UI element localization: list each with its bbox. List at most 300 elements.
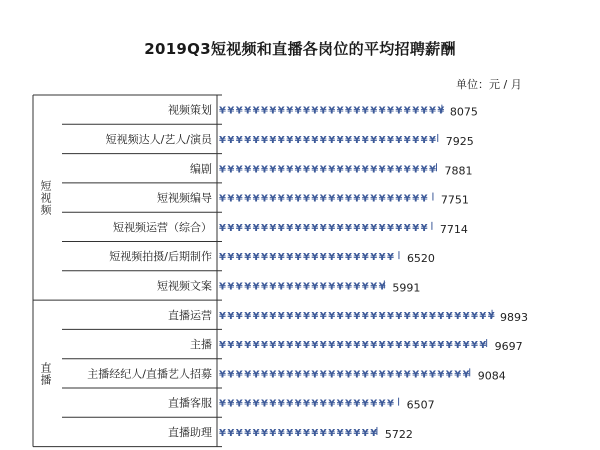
bar-glyph: ¥ bbox=[311, 427, 319, 439]
bar-glyph: ¥ bbox=[311, 193, 319, 205]
bar-glyph: ¥ bbox=[294, 222, 302, 234]
bar-glyph: ¥ bbox=[244, 164, 252, 176]
bar bbox=[219, 427, 377, 439]
bar-glyph: ¥ bbox=[252, 427, 260, 439]
bar-glyph: ¥ bbox=[277, 340, 285, 352]
bar-glyph: ¥ bbox=[219, 134, 226, 146]
bar-glyph: ¥ bbox=[319, 427, 327, 439]
bar-glyph: ¥ bbox=[487, 310, 495, 322]
bar-glyph: ¥ bbox=[261, 222, 268, 234]
bar-glyph: ¥ bbox=[437, 369, 445, 381]
bar-glyph: ¥ bbox=[319, 193, 327, 205]
bar-glyph: ¥ bbox=[387, 310, 394, 322]
bar bbox=[219, 310, 495, 322]
bar-glyph: ¥ bbox=[227, 369, 235, 381]
value-label: 7751 bbox=[440, 193, 469, 207]
bar-glyph: ¥ bbox=[294, 193, 302, 205]
bar-glyph: ¥ bbox=[387, 222, 394, 234]
bar-glyph: ¥ bbox=[361, 281, 369, 293]
bar-glyph: ¥ bbox=[412, 222, 420, 234]
bar-glyph: ¥ bbox=[261, 164, 268, 176]
bar-glyph: ¥ bbox=[345, 134, 352, 146]
bar-glyph: ¥ bbox=[227, 193, 235, 205]
bar-glyph: ¥ bbox=[395, 134, 403, 146]
bar-glyph: ¥ bbox=[429, 310, 436, 322]
bar-glyph: ¥ bbox=[412, 134, 420, 146]
bar-glyph: ¥ bbox=[378, 134, 386, 146]
bar-glyph: ¥ bbox=[219, 222, 226, 234]
bar-glyph: ¥ bbox=[269, 252, 277, 264]
value-label: 7881 bbox=[444, 164, 473, 178]
bar-glyph: ¥ bbox=[345, 193, 352, 205]
bar-glyph: ¥ bbox=[353, 193, 361, 205]
category-label: 短视频文案 bbox=[157, 279, 212, 293]
bar-glyph: ¥ bbox=[395, 105, 403, 117]
bar-glyph: ¥ bbox=[235, 193, 243, 205]
bar-glyph: ¥ bbox=[252, 222, 260, 234]
bar-glyph: ¥ bbox=[244, 369, 252, 381]
bar-glyph: ¥ bbox=[479, 310, 487, 322]
chart-frame bbox=[33, 95, 222, 447]
bar-glyph: ¥ bbox=[277, 398, 285, 410]
bar-glyph: ¥ bbox=[294, 252, 302, 264]
bar-glyph: ¥ bbox=[269, 134, 277, 146]
bar-glyph: ¥ bbox=[252, 105, 260, 117]
bar-glyph: ¥ bbox=[370, 164, 378, 176]
bar-glyph: ¥ bbox=[445, 310, 453, 322]
bar-glyph: ¥ bbox=[336, 427, 344, 439]
bar-glyph: ¥ bbox=[311, 105, 319, 117]
value-label: 9893 bbox=[500, 310, 529, 324]
bar-glyph: ¥ bbox=[345, 281, 352, 293]
bar-glyph: ¥ bbox=[328, 105, 336, 117]
bar-glyph: ¥ bbox=[277, 222, 285, 234]
bar-glyph: ¥ bbox=[353, 105, 361, 117]
bar-glyph: ¥ bbox=[412, 105, 420, 117]
bar-glyph: ¥ bbox=[328, 134, 336, 146]
value-label: 9084 bbox=[477, 369, 506, 383]
bar-glyph: ¥ bbox=[311, 369, 319, 381]
bar-glyph: ¥ bbox=[261, 252, 268, 264]
bar-glyph: ¥ bbox=[219, 281, 226, 293]
bar bbox=[219, 280, 386, 292]
category-label: 直播客服 bbox=[168, 396, 212, 410]
bar-glyph: ¥ bbox=[445, 369, 453, 381]
bar-glyph: ¥ bbox=[311, 134, 319, 146]
bar-glyph: ¥ bbox=[286, 105, 294, 117]
bar-glyph: ¥ bbox=[336, 252, 344, 264]
bar-glyph: ¥ bbox=[412, 369, 420, 381]
bar-glyph: ¥ bbox=[219, 310, 226, 322]
bar-glyph: ¥ bbox=[353, 398, 361, 410]
bar-glyph: ¥ bbox=[336, 193, 344, 205]
bar-glyph: ¥ bbox=[429, 369, 436, 381]
bar-glyph: ¥ bbox=[412, 340, 420, 352]
bar-glyph: ¥ bbox=[345, 105, 352, 117]
bar-glyph: ¥ bbox=[370, 105, 378, 117]
bar-glyph: ¥ bbox=[277, 369, 285, 381]
bar-glyph: ¥ bbox=[269, 105, 277, 117]
bar-glyph: ¥ bbox=[370, 252, 378, 264]
bar-glyph: ¥ bbox=[387, 398, 394, 410]
bar-glyph: ¥ bbox=[244, 252, 252, 264]
bar-glyph: ¥ bbox=[261, 310, 268, 322]
bar-glyph: ¥ bbox=[303, 369, 310, 381]
bar-glyph: ¥ bbox=[345, 222, 352, 234]
bar-glyph: ¥ bbox=[471, 310, 478, 322]
bar-glyph: ¥ bbox=[286, 340, 294, 352]
bar-glyph: ¥ bbox=[252, 369, 260, 381]
bar-glyph: ¥ bbox=[387, 164, 394, 176]
bar-glyph: ¥ bbox=[261, 427, 268, 439]
bar-glyph: ¥ bbox=[252, 310, 260, 322]
bar-glyph: ¥ bbox=[286, 369, 294, 381]
bar-glyph: ¥ bbox=[286, 398, 294, 410]
bar-glyph: ¥ bbox=[244, 193, 252, 205]
bar-glyph: ¥ bbox=[319, 281, 327, 293]
bar-glyph: ¥ bbox=[387, 252, 394, 264]
bar-glyph: ¥ bbox=[244, 398, 252, 410]
bar-glyph: ¥ bbox=[261, 369, 268, 381]
bar-glyph: ¥ bbox=[277, 105, 285, 117]
bar-glyph: ¥ bbox=[420, 340, 428, 352]
bar bbox=[219, 222, 432, 234]
bar-glyph: ¥ bbox=[420, 369, 428, 381]
bar-glyph: ¥ bbox=[269, 281, 277, 293]
bar-glyph: ¥ bbox=[303, 222, 310, 234]
bar-glyph: ¥ bbox=[303, 164, 310, 176]
bar-glyph: ¥ bbox=[412, 310, 420, 322]
bar-glyph: ¥ bbox=[294, 134, 302, 146]
bar-glyph: ¥ bbox=[227, 164, 235, 176]
bar bbox=[219, 105, 444, 117]
bar-glyph: ¥ bbox=[294, 310, 302, 322]
bar-glyph: ¥ bbox=[420, 310, 428, 322]
bar-glyph: ¥ bbox=[244, 105, 252, 117]
bar-glyph: ¥ bbox=[235, 134, 243, 146]
bar-glyph: ¥ bbox=[219, 193, 226, 205]
bar-glyph: ¥ bbox=[437, 105, 445, 117]
bar-glyph: ¥ bbox=[303, 105, 310, 117]
bar-glyph: ¥ bbox=[269, 427, 277, 439]
bar-glyph: ¥ bbox=[345, 164, 352, 176]
bar-glyph: ¥ bbox=[429, 134, 436, 146]
bar-glyph: ¥ bbox=[370, 310, 378, 322]
bar-glyph: ¥ bbox=[361, 427, 369, 439]
value-label: 8075 bbox=[449, 105, 478, 119]
bar-glyph: ¥ bbox=[378, 340, 386, 352]
bar-glyph: ¥ bbox=[303, 281, 310, 293]
bar-glyph: ¥ bbox=[261, 340, 268, 352]
bar-glyph: ¥ bbox=[336, 105, 344, 117]
bar-glyph: ¥ bbox=[336, 134, 344, 146]
bar-glyph: ¥ bbox=[353, 134, 361, 146]
bar-glyph: ¥ bbox=[319, 310, 327, 322]
bar-glyph: ¥ bbox=[244, 281, 252, 293]
bar-glyph: ¥ bbox=[286, 281, 294, 293]
bar-glyph: ¥ bbox=[252, 193, 260, 205]
bar-glyph: ¥ bbox=[269, 193, 277, 205]
bar-glyph: ¥ bbox=[294, 281, 302, 293]
bar-glyph: ¥ bbox=[378, 281, 386, 293]
bar-glyph: ¥ bbox=[454, 369, 462, 381]
category-label: 直播助理 bbox=[168, 425, 212, 439]
bar-glyph: ¥ bbox=[303, 310, 310, 322]
bar-glyph: ¥ bbox=[395, 193, 403, 205]
bar-glyph: ¥ bbox=[219, 398, 226, 410]
bar-glyph: ¥ bbox=[412, 164, 420, 176]
value-label: 5722 bbox=[384, 427, 413, 441]
bar-glyph: ¥ bbox=[395, 164, 403, 176]
bar-glyph: ¥ bbox=[227, 340, 235, 352]
bar-glyph: ¥ bbox=[261, 134, 268, 146]
bar-glyph: ¥ bbox=[286, 193, 294, 205]
bar-glyph: ¥ bbox=[252, 398, 260, 410]
bar-glyph: ¥ bbox=[454, 340, 462, 352]
bar-glyph: ¥ bbox=[395, 310, 403, 322]
bar-glyph: ¥ bbox=[244, 310, 252, 322]
bar-glyph: ¥ bbox=[227, 105, 235, 117]
bar-glyph: ¥ bbox=[420, 134, 428, 146]
bar-glyph: ¥ bbox=[353, 281, 361, 293]
bar-glyph: ¥ bbox=[311, 398, 319, 410]
bar-glyph: ¥ bbox=[269, 398, 277, 410]
bar-glyph: ¥ bbox=[345, 398, 352, 410]
bar-glyph: ¥ bbox=[353, 310, 361, 322]
bar bbox=[219, 398, 399, 410]
bar-glyph: ¥ bbox=[235, 252, 243, 264]
value-label: 9697 bbox=[494, 340, 523, 354]
bar-glyph: ¥ bbox=[286, 310, 294, 322]
bar-glyph: ¥ bbox=[227, 222, 235, 234]
bar-glyph: ¥ bbox=[403, 222, 411, 234]
bar-glyph: ¥ bbox=[378, 164, 386, 176]
bar-glyph: ¥ bbox=[328, 340, 336, 352]
bar-glyph: ¥ bbox=[462, 369, 470, 381]
bar-glyph: ¥ bbox=[361, 340, 369, 352]
bar-glyph: ¥ bbox=[328, 193, 336, 205]
bar-glyph: ¥ bbox=[420, 105, 428, 117]
value-label: 6520 bbox=[406, 252, 435, 266]
bar-glyph: ¥ bbox=[319, 134, 327, 146]
bar-glyph: ¥ bbox=[462, 340, 470, 352]
bar-glyph: ¥ bbox=[361, 398, 369, 410]
value-label: 7714 bbox=[439, 222, 468, 236]
bar-glyph: ¥ bbox=[328, 164, 336, 176]
bar-glyph: ¥ bbox=[336, 369, 344, 381]
bar-glyph: ¥ bbox=[252, 164, 260, 176]
bar-glyph: ¥ bbox=[294, 340, 302, 352]
bar-glyph: ¥ bbox=[244, 134, 252, 146]
bar-glyph: ¥ bbox=[370, 369, 378, 381]
bar-glyph: ¥ bbox=[269, 222, 277, 234]
bar-glyph: ¥ bbox=[403, 310, 411, 322]
bar-glyph: ¥ bbox=[387, 340, 394, 352]
bar-glyph: ¥ bbox=[370, 427, 378, 439]
bar-glyph: ¥ bbox=[235, 340, 243, 352]
bar-glyph: ¥ bbox=[370, 340, 378, 352]
bar-glyph: ¥ bbox=[294, 398, 302, 410]
bar-glyph: ¥ bbox=[403, 105, 411, 117]
bar-glyph: ¥ bbox=[403, 369, 411, 381]
bar-glyph: ¥ bbox=[387, 105, 394, 117]
bar-glyph: ¥ bbox=[319, 164, 327, 176]
bar-glyph: ¥ bbox=[252, 134, 260, 146]
bar-glyph: ¥ bbox=[370, 222, 378, 234]
bar-glyph: ¥ bbox=[311, 310, 319, 322]
bar-glyph: ¥ bbox=[429, 105, 436, 117]
bar-glyph: ¥ bbox=[244, 427, 252, 439]
bar-glyph: ¥ bbox=[445, 340, 453, 352]
bar-glyph: ¥ bbox=[387, 193, 394, 205]
chart-title: 2019Q3短视频和直播各岗位的平均招聘薪酬 bbox=[144, 40, 456, 58]
bar-glyph: ¥ bbox=[378, 310, 386, 322]
bar-glyph: ¥ bbox=[462, 310, 470, 322]
category-label: 主播 bbox=[190, 338, 212, 352]
bar-glyph: ¥ bbox=[311, 281, 319, 293]
bar-glyph: ¥ bbox=[294, 164, 302, 176]
bar-glyph: ¥ bbox=[269, 340, 277, 352]
bar-glyph: ¥ bbox=[387, 369, 394, 381]
bar-glyph: ¥ bbox=[378, 398, 386, 410]
bar-glyph: ¥ bbox=[353, 340, 361, 352]
bar-glyph: ¥ bbox=[370, 398, 378, 410]
bar-glyph: ¥ bbox=[303, 193, 310, 205]
bar-glyph: ¥ bbox=[378, 252, 386, 264]
bar-glyph: ¥ bbox=[353, 164, 361, 176]
bar-glyph: ¥ bbox=[303, 427, 310, 439]
bar-glyph: ¥ bbox=[319, 252, 327, 264]
bar-glyph: ¥ bbox=[319, 369, 327, 381]
bar-glyph: ¥ bbox=[429, 164, 436, 176]
bar-glyph: ¥ bbox=[286, 427, 294, 439]
category-label: 主播经纪人/直播艺人招募 bbox=[87, 367, 212, 381]
bar-glyph: ¥ bbox=[345, 427, 352, 439]
bar-glyph: ¥ bbox=[227, 398, 235, 410]
group-label: 直播 bbox=[40, 361, 52, 387]
bar-glyph: ¥ bbox=[311, 222, 319, 234]
bar-glyph: ¥ bbox=[361, 310, 369, 322]
bar-glyph: ¥ bbox=[353, 427, 361, 439]
category-label: 短视频编导 bbox=[157, 191, 212, 205]
bar-glyph: ¥ bbox=[303, 252, 310, 264]
bar-glyph: ¥ bbox=[277, 193, 285, 205]
bar-glyph: ¥ bbox=[328, 252, 336, 264]
bar-glyph: ¥ bbox=[277, 252, 285, 264]
bar-glyph: ¥ bbox=[235, 164, 243, 176]
bar-glyph: ¥ bbox=[294, 427, 302, 439]
bar-glyph: ¥ bbox=[387, 134, 394, 146]
bar-glyph: ¥ bbox=[353, 222, 361, 234]
bar-glyph: ¥ bbox=[235, 105, 243, 117]
value-label: 6507 bbox=[406, 398, 435, 412]
bar-glyph: ¥ bbox=[336, 398, 344, 410]
bar-glyph: ¥ bbox=[361, 369, 369, 381]
bar-glyph: ¥ bbox=[235, 281, 243, 293]
bar-glyph: ¥ bbox=[269, 369, 277, 381]
bar-glyph: ¥ bbox=[303, 134, 310, 146]
bar-glyph: ¥ bbox=[294, 105, 302, 117]
bar-glyph: ¥ bbox=[303, 340, 310, 352]
bar-glyph: ¥ bbox=[345, 252, 352, 264]
bar-glyph: ¥ bbox=[336, 222, 344, 234]
bar-glyph: ¥ bbox=[269, 164, 277, 176]
bar-glyph: ¥ bbox=[319, 105, 327, 117]
bar-glyph: ¥ bbox=[471, 340, 478, 352]
bar-glyph: ¥ bbox=[261, 105, 268, 117]
bar-glyph: ¥ bbox=[361, 222, 369, 234]
bar-glyph: ¥ bbox=[286, 164, 294, 176]
bar-glyph: ¥ bbox=[420, 164, 428, 176]
bar-glyph: ¥ bbox=[328, 222, 336, 234]
value-label: 7925 bbox=[445, 134, 474, 148]
bar-glyph: ¥ bbox=[311, 164, 319, 176]
category-label: 视频策划 bbox=[168, 103, 212, 117]
bar-glyph: ¥ bbox=[429, 340, 436, 352]
bar-glyph: ¥ bbox=[395, 369, 403, 381]
bar-glyph: ¥ bbox=[277, 134, 285, 146]
bar-glyph: ¥ bbox=[261, 398, 268, 410]
bar-glyph: ¥ bbox=[227, 310, 235, 322]
bar-glyph: ¥ bbox=[345, 369, 352, 381]
bar-glyph: ¥ bbox=[361, 164, 369, 176]
bar-glyph: ¥ bbox=[235, 369, 243, 381]
bar-glyph: ¥ bbox=[403, 164, 411, 176]
bar-glyph: ¥ bbox=[252, 252, 260, 264]
bar-glyph: ¥ bbox=[277, 427, 285, 439]
bar-glyph: ¥ bbox=[361, 252, 369, 264]
bar-glyph: ¥ bbox=[361, 105, 369, 117]
bar-glyph: ¥ bbox=[219, 340, 226, 352]
bar-glyph: ¥ bbox=[252, 281, 260, 293]
bar-glyph: ¥ bbox=[235, 427, 243, 439]
bar-glyph: ¥ bbox=[336, 310, 344, 322]
bar-glyph: ¥ bbox=[219, 164, 226, 176]
bar-glyph: ¥ bbox=[370, 134, 378, 146]
bar-glyph: ¥ bbox=[353, 252, 361, 264]
bar-glyph: ¥ bbox=[336, 281, 344, 293]
bar-glyph: ¥ bbox=[361, 193, 369, 205]
bar-glyph: ¥ bbox=[227, 134, 235, 146]
value-label: 5991 bbox=[392, 281, 421, 295]
bar-glyph: ¥ bbox=[370, 281, 378, 293]
bar-glyph: ¥ bbox=[345, 310, 352, 322]
bar-glyph: ¥ bbox=[319, 398, 327, 410]
bar-glyph: ¥ bbox=[286, 222, 294, 234]
bar-glyph: ¥ bbox=[454, 310, 462, 322]
bar-glyph: ¥ bbox=[328, 310, 336, 322]
bar-glyph: ¥ bbox=[227, 252, 235, 264]
bar-glyph: ¥ bbox=[403, 340, 411, 352]
category-label: 短视频达人/艺人/演员 bbox=[105, 132, 212, 146]
bar-glyph: ¥ bbox=[403, 134, 411, 146]
bar-glyph: ¥ bbox=[277, 310, 285, 322]
bar-glyph: ¥ bbox=[395, 222, 403, 234]
bar-glyph: ¥ bbox=[235, 310, 243, 322]
bar bbox=[219, 251, 399, 263]
bar-glyph: ¥ bbox=[328, 369, 336, 381]
bar-glyph: ¥ bbox=[361, 134, 369, 146]
bar-glyph: ¥ bbox=[395, 340, 403, 352]
bar bbox=[219, 368, 470, 380]
bar bbox=[219, 134, 438, 146]
bar-glyph: ¥ bbox=[336, 340, 344, 352]
bar-glyph: ¥ bbox=[286, 134, 294, 146]
bar-glyph: ¥ bbox=[269, 310, 277, 322]
bar-glyph: ¥ bbox=[319, 340, 327, 352]
bar-glyph: ¥ bbox=[219, 252, 226, 264]
bar-glyph: ¥ bbox=[219, 369, 226, 381]
